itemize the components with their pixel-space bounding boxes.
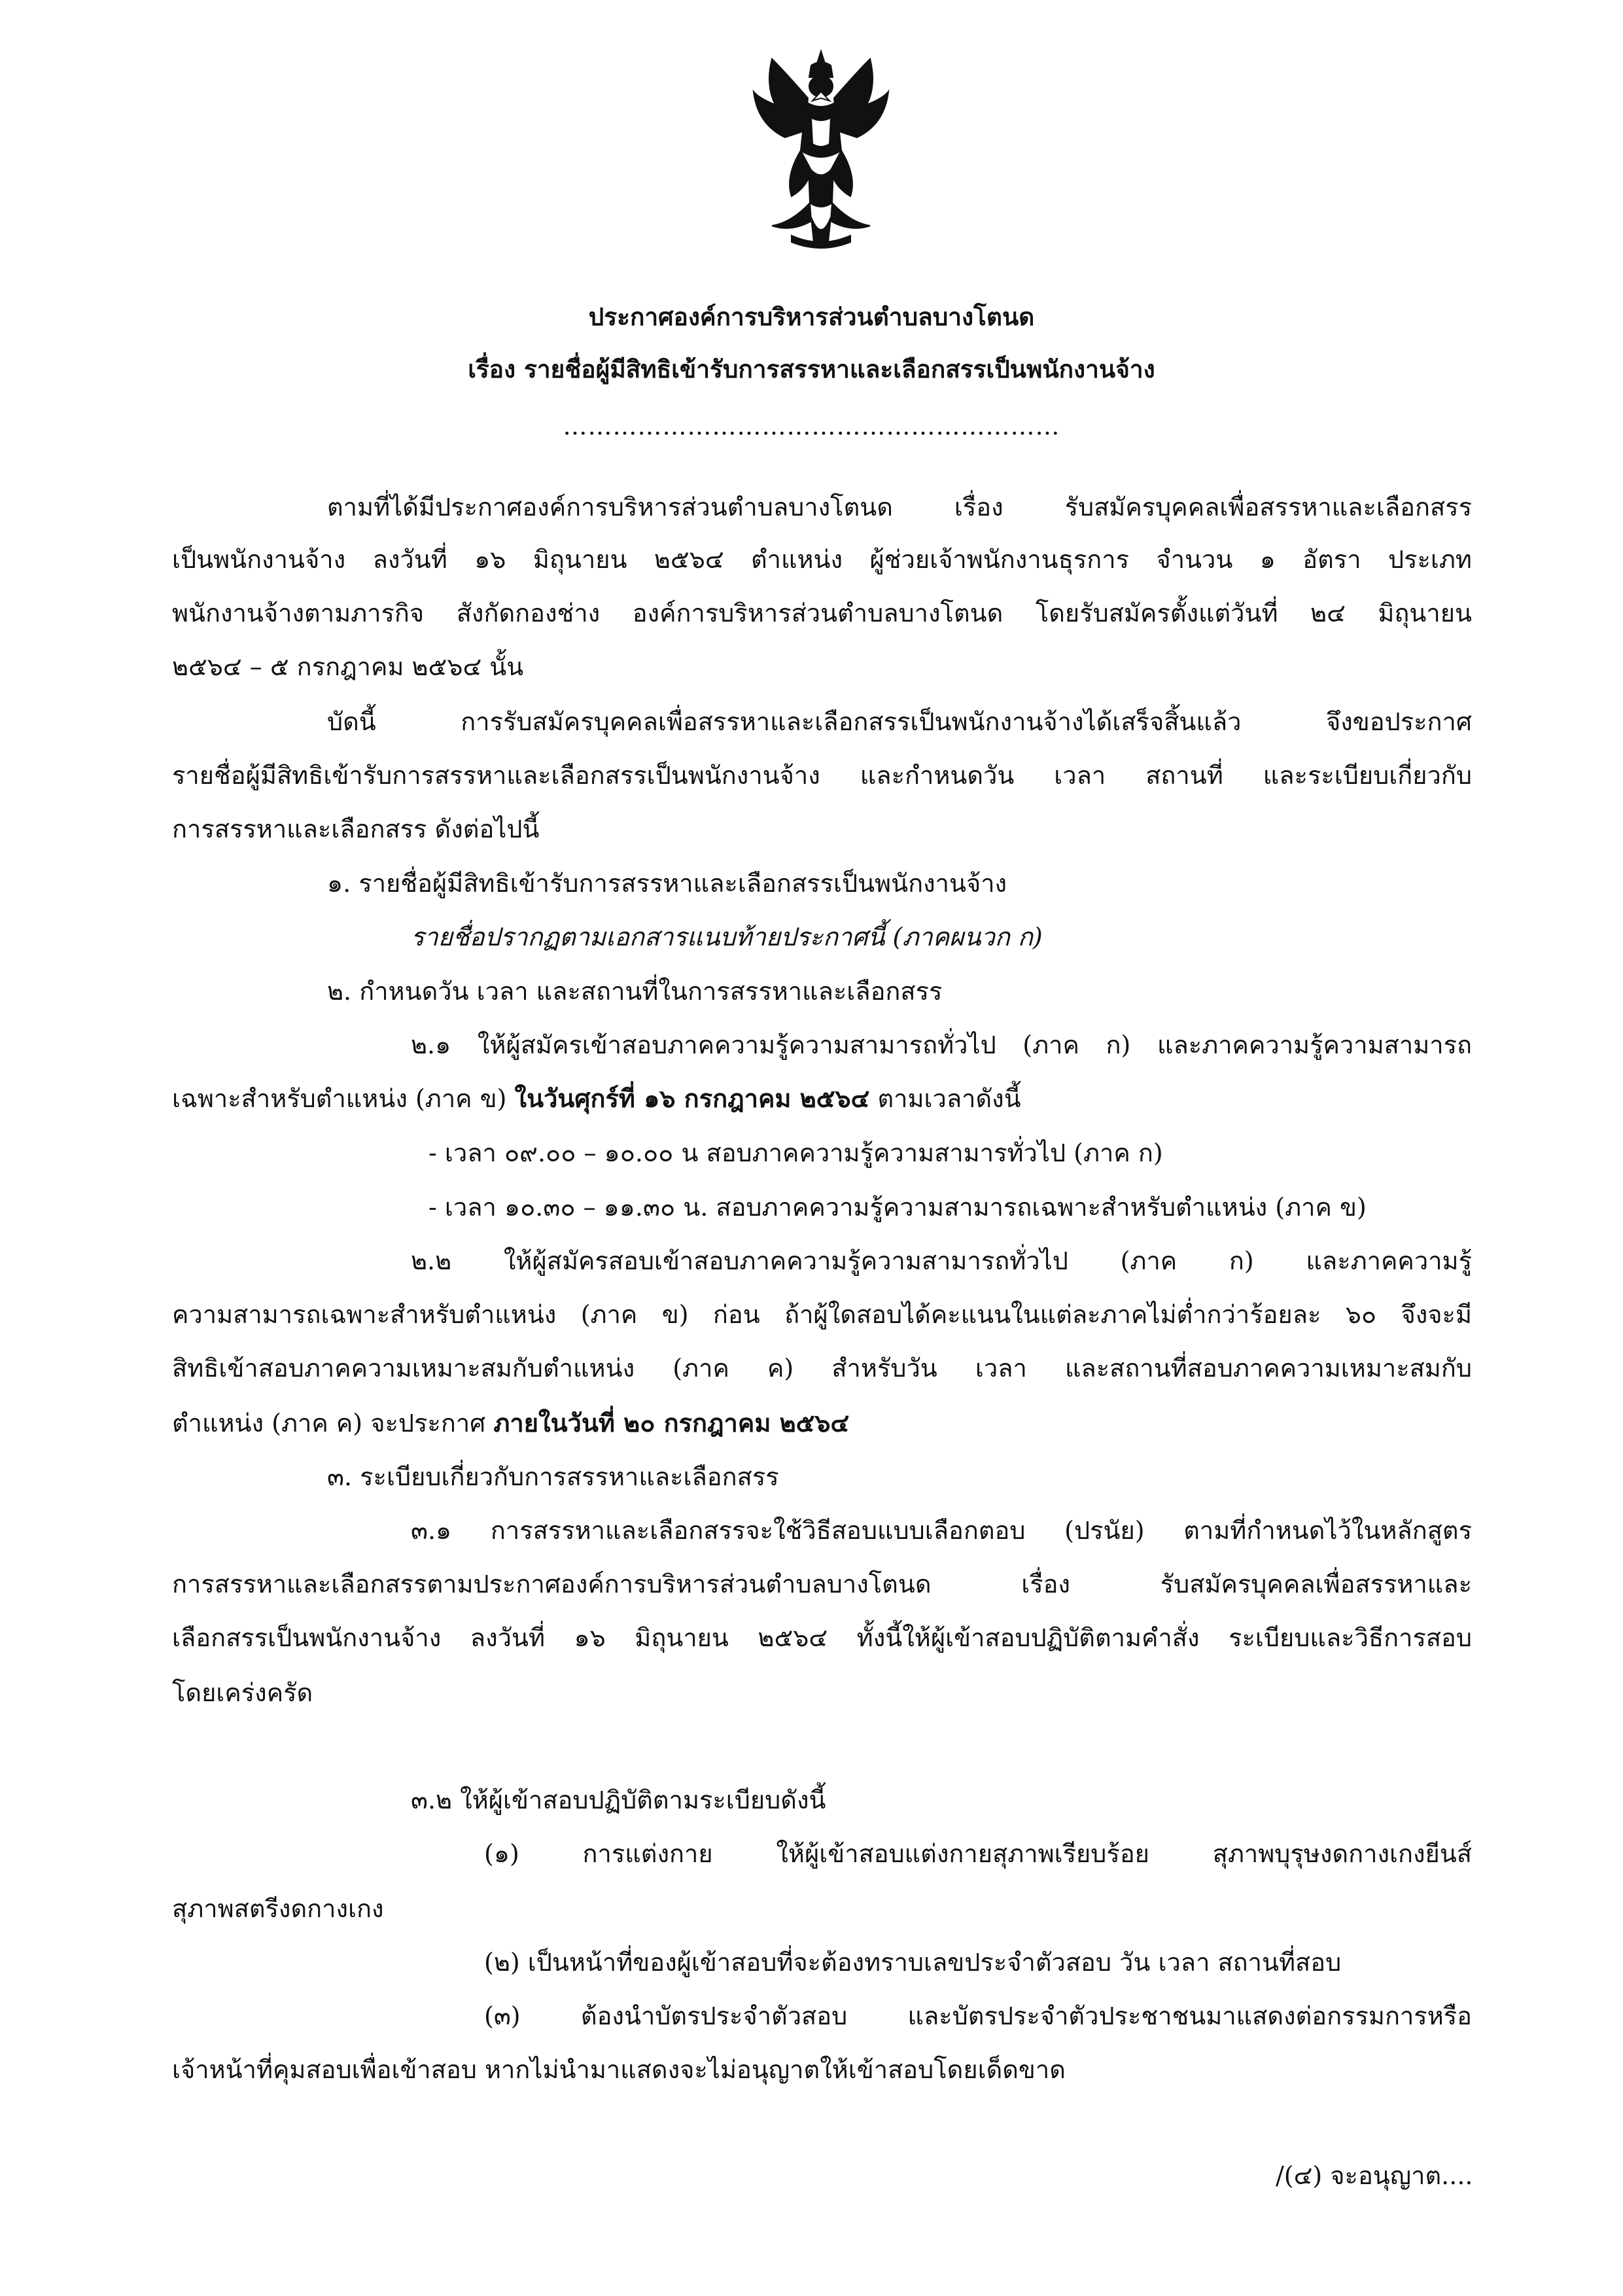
exam-date: ในวันศุกร์ที่ ๑๖ กรกฎาคม ๒๕๖๔ — [514, 1084, 870, 1113]
section-1-note: รายชื่อปรากฏตามเอกสารแนบท้ายประกาศนี้ (ภาคผนวก ก) — [411, 923, 1043, 951]
section-3-1-line-4: โดยเคร่งครัด — [172, 1678, 313, 1707]
exam-time-1: - เวลา ๐๙.๐๐ – ๑๐.๐๐ น สอบภาคความรู้ความสามารทั่วไป (ภาค ก) — [428, 1139, 1163, 1167]
section-3-title: ๓. ระเบียบเกี่ยวกับการสรรหาและเลือกสรร — [327, 1462, 779, 1491]
section-2-2-line-4: ตำแหน่ง (ภาค ค) จะประกาศ ภายในวันที่ ๒๐ กรกฎาคม ๒๕๖๔ — [172, 1408, 850, 1438]
section-3-1-line-1: ๓.๑ การสรรหาและเลือกสรรจะใช้วิธีสอบแบบเลือกตอบ (ปรนัย) ตามที่กำหนดไว้ในหลักสูตร — [411, 1516, 1472, 1545]
section-3-1-line-3: เลือกสรรเป็นพนักงานจ้าง ลงวันที่ ๑๖ มิถุนายน ๒๕๖๔ ทั้งนี้ให้ผู้เข้าสอบปฏิบัติตามคำสั่ง ระเบียบและวิธีการสอบ — [172, 1623, 1472, 1652]
section-2-2-line-1: ๒.๒ ให้ผู้สมัครสอบเข้าสอบภาคความรู้ความสามารถทั่วไป (ภาค ก) และภาคความรู้ — [411, 1246, 1472, 1275]
announce-line-2: รายชื่อผู้มีสิทธิเข้ารับการสรรหาและเลือกสรรเป็นพนักงานจ้าง และกำหนดวัน เวลา สถานที่ และระเบียบเกี่ยวกับ — [172, 761, 1472, 790]
exam-time-2: - เวลา ๑๐.๓๐ – ๑๑.๓๐ น. สอบภาคความรู้ความสามารถเฉพาะสำหรับตำแหน่ง (ภาค ข) — [428, 1193, 1367, 1222]
section-2-1-line-1: ๒.๑ ให้ผู้สมัครเข้าสอบภาคความรู้ความสามารถทั่วไป (ภาค ก) และภาคความรู้ความสามารถ — [411, 1031, 1472, 1059]
rule-3-line-1: (๓) ต้องนำบัตรประจำตัวสอบ และบัตรประจำตัวประชาชนมาแสดงต่อกรรมการหรือ — [484, 2002, 1472, 2030]
section-3-1-line-2: การสรรหาและเลือกสรรตามประกาศองค์การบริหารส่วนตำบลบางโตนด เรื่อง รับสมัครบุคคลเพื่อสรรหาและ — [172, 1570, 1472, 1598]
intro-line-3: พนักงานจ้างตามภารกิจ สังกัดกองช่าง องค์การบริหารส่วนตำบลบางโตนด โดยรับสมัครตั้งแต่วันที่ ๒๔ มิถุนายน — [172, 599, 1472, 627]
announce-line-3: การสรรหาและเลือกสรร ดังต่อไปนี้ — [172, 815, 540, 843]
section-2-2-line-3: สิทธิเข้าสอบภาคความเหมาะสมกับตำแหน่ง (ภาค ค) สำหรับวัน เวลา และสถานที่สอบภาคความเหมาะสมกับ — [172, 1354, 1472, 1383]
page-continuation: /(๔) จะอนุญาต.... — [1276, 2161, 1473, 2190]
intro-line-4: ๒๕๖๔ – ๕ กรกฎาคม ๒๕๖๔ นั้น — [172, 652, 524, 681]
rule-1-line-1: (๑) การแต่งกาย ให้ผู้เข้าสอบแต่งกายสุภาพเรียบร้อย สุภาพบุรุษงดกางเกงยีนส์ — [484, 1839, 1472, 1868]
announcement-title: ประกาศองค์การบริหารส่วนตำบลบางโตนด — [588, 303, 1035, 331]
section-2-2-line-2: ความสามารถเฉพาะสำหรับตำแหน่ง (ภาค ข) ก่อน ถ้าผู้ใดสอบได้คะแนนในแต่ละภาคไม่ต่ำกว่าร้อยละ ๖๐ จึงจะมี — [172, 1300, 1472, 1329]
rule-3-line-2: เจ้าหน้าที่คุมสอบเพื่อเข้าสอบ หากไม่นำมาแสดงจะไม่อนุญาตให้เข้าสอบโดยเด็ดขาด — [172, 2055, 1066, 2084]
intro-line-2: เป็นพนักงานจ้าง ลงวันที่ ๑๖ มิถุนายน ๒๕๖๔ ตำแหน่ง ผู้ช่วยเจ้าพนักงานธุรการ จำนวน ๑ อัตรา ประเภท — [172, 545, 1472, 574]
rule-2: (๒) เป็นหน้าที่ของผู้เข้าสอบที่จะต้องทราบเลขประจำตัวสอบ วัน เวลา สถานที่สอบ — [484, 1948, 1342, 1977]
section-2-1-line-2: เฉพาะสำหรับตำแหน่ง (ภาค ข) ในวันศุกร์ที่ ๑๖ กรกฎาคม ๒๕๖๔ ตามเวลาดังนี้ — [172, 1084, 1021, 1113]
announce-date: ภายในวันที่ ๒๐ กรกฎาคม ๒๕๖๔ — [493, 1408, 850, 1438]
section-1-title: ๑. รายชื่อผู้มีสิทธิเข้ารับการสรรหาและเลือกสรรเป็นพนักงานจ้าง — [327, 869, 1007, 898]
section-3-2-title: ๓.๒ ให้ผู้เข้าสอบปฏิบัติตามระเบียบดังนี้ — [411, 1786, 826, 1814]
garuda-emblem — [746, 46, 896, 255]
rule-1-line-2: สุภาพสตรีงดกางเกง — [172, 1894, 384, 1923]
announce-line-1: บัดนี้ การรับสมัครบุคคลเพื่อสรรหาและเลือกสรรเป็นพนักงานจ้างได้เสร็จสิ้นแล้ว จึงขอประกาศ — [327, 707, 1472, 736]
dotted-separator: …………………………………………………… — [563, 412, 1060, 440]
intro-line-1: ตามที่ได้มีประกาศองค์การบริหารส่วนตำบลบางโตนด เรื่อง รับสมัครบุคคลเพื่อสรรหาและเลือกสรร — [327, 493, 1472, 521]
section-2-title: ๒. กำหนดวัน เวลา และสถานที่ในการสรรหาและเลือกสรร — [327, 977, 943, 1006]
announcement-subject: เรื่อง รายชื่อผู้มีสิทธิเข้ารับการสรรหาและเลือกสรรเป็นพนักงานจ้าง — [468, 355, 1155, 383]
